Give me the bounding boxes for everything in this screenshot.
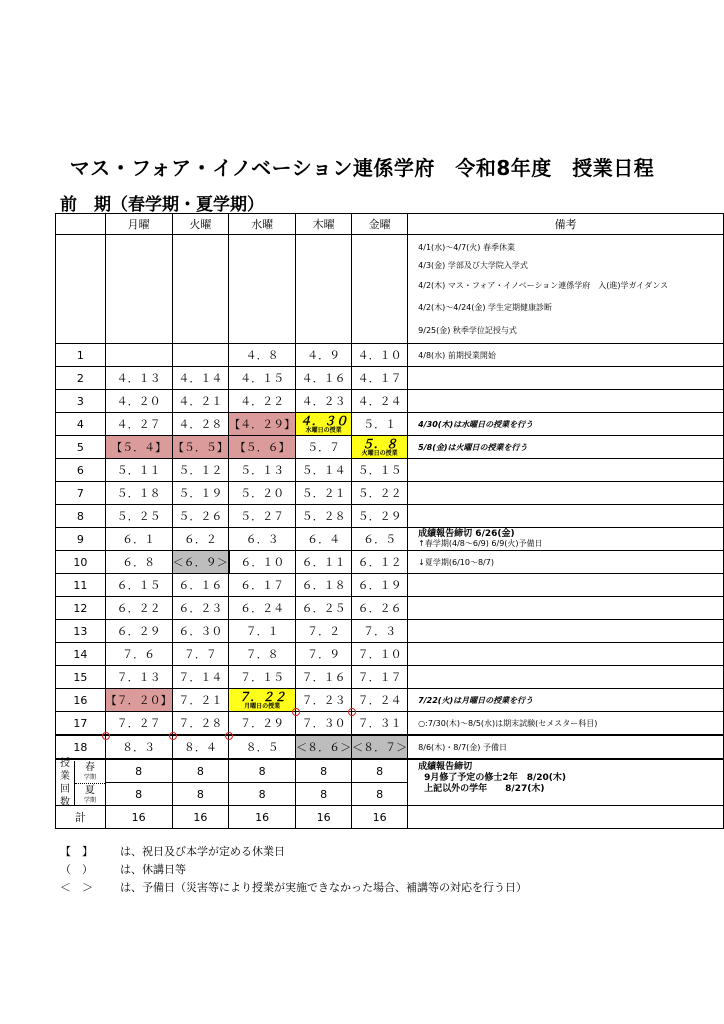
week-row — [56, 390, 724, 413]
date-cell-fri — [352, 436, 408, 459]
date-cell-fri: ６．１２ — [352, 551, 408, 574]
date-cell-mon — [105, 344, 172, 367]
date-cell-fri: ６．５ — [352, 528, 408, 551]
date-cell-tue: 【５．５】 — [172, 436, 229, 459]
count-row-total — [56, 806, 724, 829]
count-label-cell: 授 業 回 数 春 学期 夏 学期 — [56, 759, 106, 806]
date-cell-thu: ７．２３ — [296, 689, 352, 712]
header-remarks: 備考 — [408, 214, 724, 235]
week-number: 7 — [56, 482, 106, 505]
date-cell-mon: ７．６ — [105, 643, 172, 666]
total-wed: 16 — [229, 806, 296, 829]
week-row — [56, 620, 724, 643]
date-cell-mon: ６．１５ — [105, 574, 172, 597]
header-thu: 木曜 — [296, 214, 352, 235]
date-value: ７．２２ — [238, 689, 287, 704]
week-note — [408, 459, 724, 482]
date-cell-wed: 【５．６】 — [229, 436, 296, 459]
date-cell-thu: ４．１６ — [296, 367, 352, 390]
date-cell-fri: ７．２４ — [352, 689, 408, 712]
date-value: ５．８ — [361, 436, 398, 451]
week-note — [408, 505, 724, 528]
makeup-note: 火曜日の授業 — [361, 449, 398, 457]
schedule-table — [55, 213, 724, 829]
date-cell-thu: ７．１６ — [296, 666, 352, 689]
week-number: 3 — [56, 390, 106, 413]
date-cell-mon: ７．２７ — [105, 712, 172, 736]
exam-marker-icon — [102, 732, 110, 740]
week-number: 16 — [56, 689, 106, 712]
date-cell-wed: ６．２４ — [229, 597, 296, 620]
date-cell-wed: 【４．２９】 — [229, 413, 296, 436]
week-row — [56, 505, 724, 528]
week-note — [408, 390, 724, 413]
general-note: 4/1(水)～4/7(火) 春季休業 — [418, 243, 515, 252]
date-cell-thu: ５．２８ — [296, 505, 352, 528]
week-note: 5/8(金)は火曜日の授業を行う — [408, 436, 724, 459]
date-cell-fri: ＜８．７＞ — [352, 735, 408, 759]
header-row — [56, 214, 724, 235]
date-cell-mon: 【５．４】 — [105, 436, 172, 459]
week-number: 9 — [56, 528, 106, 551]
date-cell-fri: ５．２９ — [352, 505, 408, 528]
week-number: 13 — [56, 620, 106, 643]
general-notes-row — [56, 235, 724, 344]
week-number: 14 — [56, 643, 106, 666]
date-cell-mon: ６．８ — [105, 551, 172, 574]
count-group-label: 授 業 回 数 — [56, 761, 75, 805]
week-number: 6 — [56, 459, 106, 482]
date-cell-wed: ６．１０ — [229, 551, 296, 574]
date-cell-wed: ５．１３ — [229, 459, 296, 482]
total-thu: 16 — [296, 806, 352, 829]
date-cell-tue: ７．１４ — [172, 666, 229, 689]
date-cell-wed: ８．５ — [229, 735, 296, 759]
week-number: 4 — [56, 413, 106, 436]
date-cell-wed: ６．１７ — [229, 574, 296, 597]
total-mon: 16 — [105, 806, 172, 829]
date-cell-tue: ７．２８ — [172, 712, 229, 736]
date-cell-tue: ６．２３ — [172, 597, 229, 620]
date-cell-wed: ７．２９ — [229, 712, 296, 736]
week-number: 11 — [56, 574, 106, 597]
exam-marker-icon — [292, 708, 300, 716]
date-cell-tue: ４．２１ — [172, 390, 229, 413]
week-row — [56, 735, 724, 759]
week-note: ○:7/30(木)～8/5(水)は期末試験(セメスター科目) — [408, 712, 724, 736]
date-cell-wed — [229, 689, 296, 712]
count-spring-mon: 8 — [105, 759, 172, 783]
week-number: 5 — [56, 436, 106, 459]
week-number: 12 — [56, 597, 106, 620]
date-cell-mon: ５．２５ — [105, 505, 172, 528]
count-spring-fri: 8 — [352, 759, 408, 783]
date-cell-tue: ５．１９ — [172, 482, 229, 505]
date-cell-wed: ４．１５ — [229, 367, 296, 390]
date-cell-tue: ５．１２ — [172, 459, 229, 482]
week-number: 1 — [56, 344, 106, 367]
date-cell-tue: ７．７ — [172, 643, 229, 666]
week-note — [408, 620, 724, 643]
week-note — [408, 643, 724, 666]
legend-reserve: ＜ ＞ は、予備日（災害等により授業が実施できなかった場合、補講等の対応を行う日） — [60, 881, 527, 894]
count-spring-wed: 8 — [229, 759, 296, 783]
date-cell-thu: ４．９ — [296, 344, 352, 367]
total-tue: 16 — [172, 806, 229, 829]
general-note: 4/2(木) マス・フォア・イノベーション連係学府 入(進)学ガイダンス — [418, 281, 669, 290]
date-cell-thu: ６．１８ — [296, 574, 352, 597]
week-note: ↓夏学期(6/10～8/7) — [408, 551, 724, 574]
date-cell-thu: ７．９ — [296, 643, 352, 666]
week-row — [56, 528, 724, 551]
date-cell-wed: ７．８ — [229, 643, 296, 666]
date-cell-fri: ５．２２ — [352, 482, 408, 505]
header-blank — [56, 214, 106, 235]
week-row — [56, 574, 724, 597]
general-note: 4/3(金) 学部及び大学院入学式 — [418, 261, 528, 270]
general-note: 9/25(金) 秋季学位記授与式 — [418, 326, 517, 335]
week-number: 18 — [56, 735, 106, 759]
week-note — [408, 597, 724, 620]
date-value: ４．３０ — [299, 413, 348, 428]
week-note: 7/22(火)は月曜日の授業を行う — [408, 689, 724, 712]
week-note: 4/30(木)は水曜日の授業を行う — [408, 413, 724, 436]
date-cell-tue: ８．４ — [172, 735, 229, 759]
date-cell-wed: ４．８ — [229, 344, 296, 367]
date-cell-thu: ６．２５ — [296, 597, 352, 620]
date-cell-mon: ５．１１ — [105, 459, 172, 482]
week-number: 10 — [56, 551, 106, 574]
date-cell-fri: ４．１７ — [352, 367, 408, 390]
date-cell-fri: ５．１５ — [352, 459, 408, 482]
date-cell-fri: ６．１９ — [352, 574, 408, 597]
date-cell-fri: ４．１０ — [352, 344, 408, 367]
date-cell-mon: ４．１３ — [105, 367, 172, 390]
week-row — [56, 666, 724, 689]
date-cell-mon: ６．１ — [105, 528, 172, 551]
count-summer-wed: 8 — [229, 783, 296, 806]
date-cell-tue — [172, 344, 229, 367]
date-cell-thu: ５．７ — [296, 436, 352, 459]
date-cell-fri: ７．３ — [352, 620, 408, 643]
date-cell-fri: ５．１ — [352, 413, 408, 436]
week-number: 17 — [56, 712, 106, 736]
count-summer-fri: 8 — [352, 783, 408, 806]
header-wed: 水曜 — [229, 214, 296, 235]
general-note: 4/2(木)～4/24(金) 学生定期健康診断 — [418, 303, 553, 312]
date-cell-thu — [296, 413, 352, 436]
week-note — [408, 367, 724, 390]
week-note — [408, 666, 724, 689]
date-cell-tue: ４．２８ — [172, 413, 229, 436]
date-cell-mon: ８．３ — [105, 735, 172, 759]
date-cell-fri: ６．２６ — [352, 597, 408, 620]
date-cell-fri: ７．１０ — [352, 643, 408, 666]
count-row-spring — [56, 759, 724, 783]
header-tue: 火曜 — [172, 214, 229, 235]
total-label: 計 — [56, 806, 106, 829]
date-cell-mon: ５．１８ — [105, 482, 172, 505]
date-cell-tue: ５．２６ — [172, 505, 229, 528]
exam-marker-icon — [348, 708, 356, 716]
date-cell-tue: ＜６．９＞ — [172, 551, 229, 574]
week-row — [56, 459, 724, 482]
date-cell-wed: ５．２７ — [229, 505, 296, 528]
date-cell-thu: ５．１４ — [296, 459, 352, 482]
date-cell-thu: ７．２ — [296, 620, 352, 643]
page-subtitle: 前 期（春学期・夏学期） — [60, 195, 264, 215]
date-cell-mon: ４．２０ — [105, 390, 172, 413]
count-summer-mon: 8 — [105, 783, 172, 806]
exam-marker-icon — [225, 732, 233, 740]
date-cell-fri: ７．３１ — [352, 712, 408, 736]
date-cell-fri: ７．１７ — [352, 666, 408, 689]
week-number: 8 — [56, 505, 106, 528]
week-note — [408, 482, 724, 505]
count-spring-tue: 8 — [172, 759, 229, 783]
date-cell-tue: ４．１４ — [172, 367, 229, 390]
date-cell-thu: ＜８．６＞ — [296, 735, 352, 759]
week-number: 15 — [56, 666, 106, 689]
date-cell-tue: ６．２ — [172, 528, 229, 551]
week-row — [56, 551, 724, 574]
exam-marker-icon — [169, 732, 177, 740]
count-notes: 成績報告締切 9月修了予定の修士2年 8/20(木) 上記以外の学年 8/27(木) — [408, 759, 724, 806]
date-cell-thu: ５．２１ — [296, 482, 352, 505]
date-cell-tue: ６．１６ — [172, 574, 229, 597]
header-mon: 月曜 — [105, 214, 172, 235]
week-row — [56, 712, 724, 736]
makeup-note: 月曜日の授業 — [244, 702, 281, 710]
summer-label: 夏 — [84, 784, 95, 796]
date-cell-wed: ７．１５ — [229, 666, 296, 689]
date-cell-thu: ７．３０ — [296, 712, 352, 736]
week-note: 8/6(木)・8/7(金) 予備日 — [408, 735, 724, 759]
date-cell-thu: ６．１１ — [296, 551, 352, 574]
makeup-note: 水曜日の授業 — [305, 426, 342, 434]
page-title: マス・フォア・イノベーション連係学府 令和8年度 授業日程 — [69, 156, 655, 180]
date-cell-tue: ６．３０ — [172, 620, 229, 643]
general-notes — [408, 235, 724, 344]
date-cell-wed: ６．３ — [229, 528, 296, 551]
date-cell-mon: ４．２７ — [105, 413, 172, 436]
date-cell-mon: ７．１３ — [105, 666, 172, 689]
date-cell-fri: ４．２４ — [352, 390, 408, 413]
count-summer-tue: 8 — [172, 783, 229, 806]
week-row — [56, 643, 724, 666]
total-fri: 16 — [352, 806, 408, 829]
week-row — [56, 436, 724, 459]
date-cell-thu: ４．２３ — [296, 390, 352, 413]
spring-label: 春 — [84, 761, 95, 773]
date-cell-thu: ６．４ — [296, 528, 352, 551]
week-row — [56, 367, 724, 390]
week-row — [56, 689, 724, 712]
date-cell-mon: ６．２９ — [105, 620, 172, 643]
header-fri: 金曜 — [352, 214, 408, 235]
week-row — [56, 597, 724, 620]
date-cell-mon: 【７．２０】 — [105, 689, 172, 712]
week-row — [56, 482, 724, 505]
date-cell-mon: ６．２２ — [105, 597, 172, 620]
date-cell-wed: ４．２２ — [229, 390, 296, 413]
date-cell-tue: ７．２１ — [172, 689, 229, 712]
date-cell-wed: ７．１ — [229, 620, 296, 643]
week-row — [56, 344, 724, 367]
week-number: 2 — [56, 367, 106, 390]
week-note: 成績報告締切 6/26(金) ↑春学期(4/8～6/9) 6/9(火)予備日 — [408, 528, 724, 551]
week-note — [408, 574, 724, 597]
count-spring-thu: 8 — [296, 759, 352, 783]
week-row — [56, 413, 724, 436]
count-summer-thu: 8 — [296, 783, 352, 806]
date-cell-wed: ５．２０ — [229, 482, 296, 505]
legend-holiday: 【 】 は、祝日及び本学が定める休業日 — [60, 845, 285, 858]
week-note: 4/8(水) 前期授業開始 — [408, 344, 724, 367]
legend-cancel: （ ） は、休講日等 — [60, 863, 186, 876]
